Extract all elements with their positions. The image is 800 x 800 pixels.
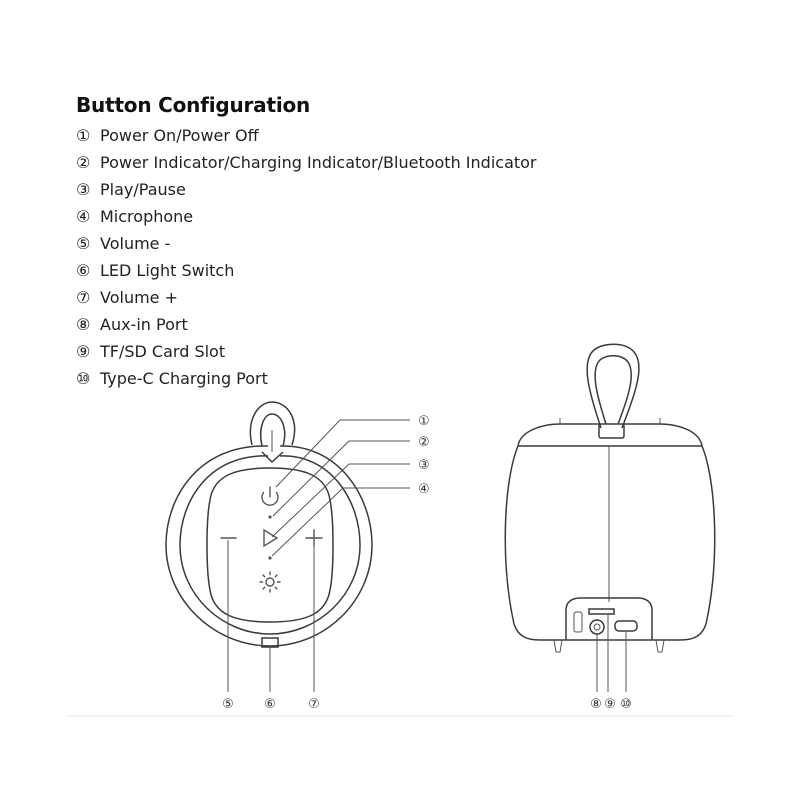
callout-4: ④ xyxy=(418,482,430,497)
speaker-top-view xyxy=(166,402,430,712)
side-strap-clip xyxy=(599,424,624,438)
section-title: Button Configuration xyxy=(76,93,311,117)
legend-label: Volume + xyxy=(100,288,178,307)
callout-3: ③ xyxy=(418,458,430,473)
legend-number: ⑩ xyxy=(76,369,91,388)
legend-number: ⑨ xyxy=(76,342,91,361)
tf-sd-card-slot xyxy=(589,609,614,614)
top-strap-knot xyxy=(262,452,283,462)
leader-line-2 xyxy=(273,441,410,516)
legend-label: Microphone xyxy=(100,207,194,226)
callout-9: ⑨ xyxy=(604,697,616,712)
port-panel xyxy=(566,598,652,640)
legend-label: Play/Pause xyxy=(100,180,186,199)
legend-label: Power On/Power Off xyxy=(100,126,259,145)
legend-number: ① xyxy=(76,126,91,145)
top-body-outer xyxy=(166,446,372,646)
legend-number: ③ xyxy=(76,180,91,199)
side-foot-right xyxy=(656,640,664,652)
status-indicator-icon xyxy=(268,515,271,518)
legend-label: Volume - xyxy=(100,234,171,253)
microphone-icon xyxy=(268,556,271,559)
side-strap-inner xyxy=(595,356,631,424)
callout-7: ⑦ xyxy=(308,697,320,712)
leader-line-1 xyxy=(276,420,410,487)
speaker-side-view xyxy=(505,344,714,712)
side-body-outline xyxy=(505,446,714,640)
play-pause-icon xyxy=(264,530,277,546)
aux-in-port xyxy=(590,620,604,634)
legend-label: Type-C Charging Port xyxy=(100,369,268,388)
legend-number: ④ xyxy=(76,207,91,226)
callout-1: ① xyxy=(418,414,430,429)
legend-label: TF/SD Card Slot xyxy=(100,342,226,361)
callout-8: ⑧ xyxy=(590,697,602,712)
legend-number: ② xyxy=(76,153,91,172)
panel-side-grip xyxy=(574,612,582,632)
top-strap-inner xyxy=(261,414,285,446)
side-top-cap xyxy=(518,424,702,446)
type-c-charging-port xyxy=(615,621,637,631)
legend-number: ⑥ xyxy=(76,261,91,280)
callout-5: ⑤ xyxy=(222,697,234,712)
legend-number: ⑧ xyxy=(76,315,91,334)
legend-label: Power Indicator/Charging Indicator/Bluetooth Indicator xyxy=(100,153,537,172)
led-light-icon xyxy=(260,572,280,592)
leader-line-4 xyxy=(272,488,410,556)
callout-2: ② xyxy=(418,435,430,450)
legend-number: ⑦ xyxy=(76,288,91,307)
side-strap-loop xyxy=(587,344,639,428)
legend-label: LED Light Switch xyxy=(100,261,235,280)
callout-6: ⑥ xyxy=(264,697,276,712)
callout-10: ⑩ xyxy=(620,697,632,712)
side-foot-left xyxy=(554,640,562,652)
legend-number: ⑤ xyxy=(76,234,91,253)
leader-line-3 xyxy=(272,464,410,537)
power-icon xyxy=(262,487,278,505)
legend-label: Aux-in Port xyxy=(100,315,188,334)
